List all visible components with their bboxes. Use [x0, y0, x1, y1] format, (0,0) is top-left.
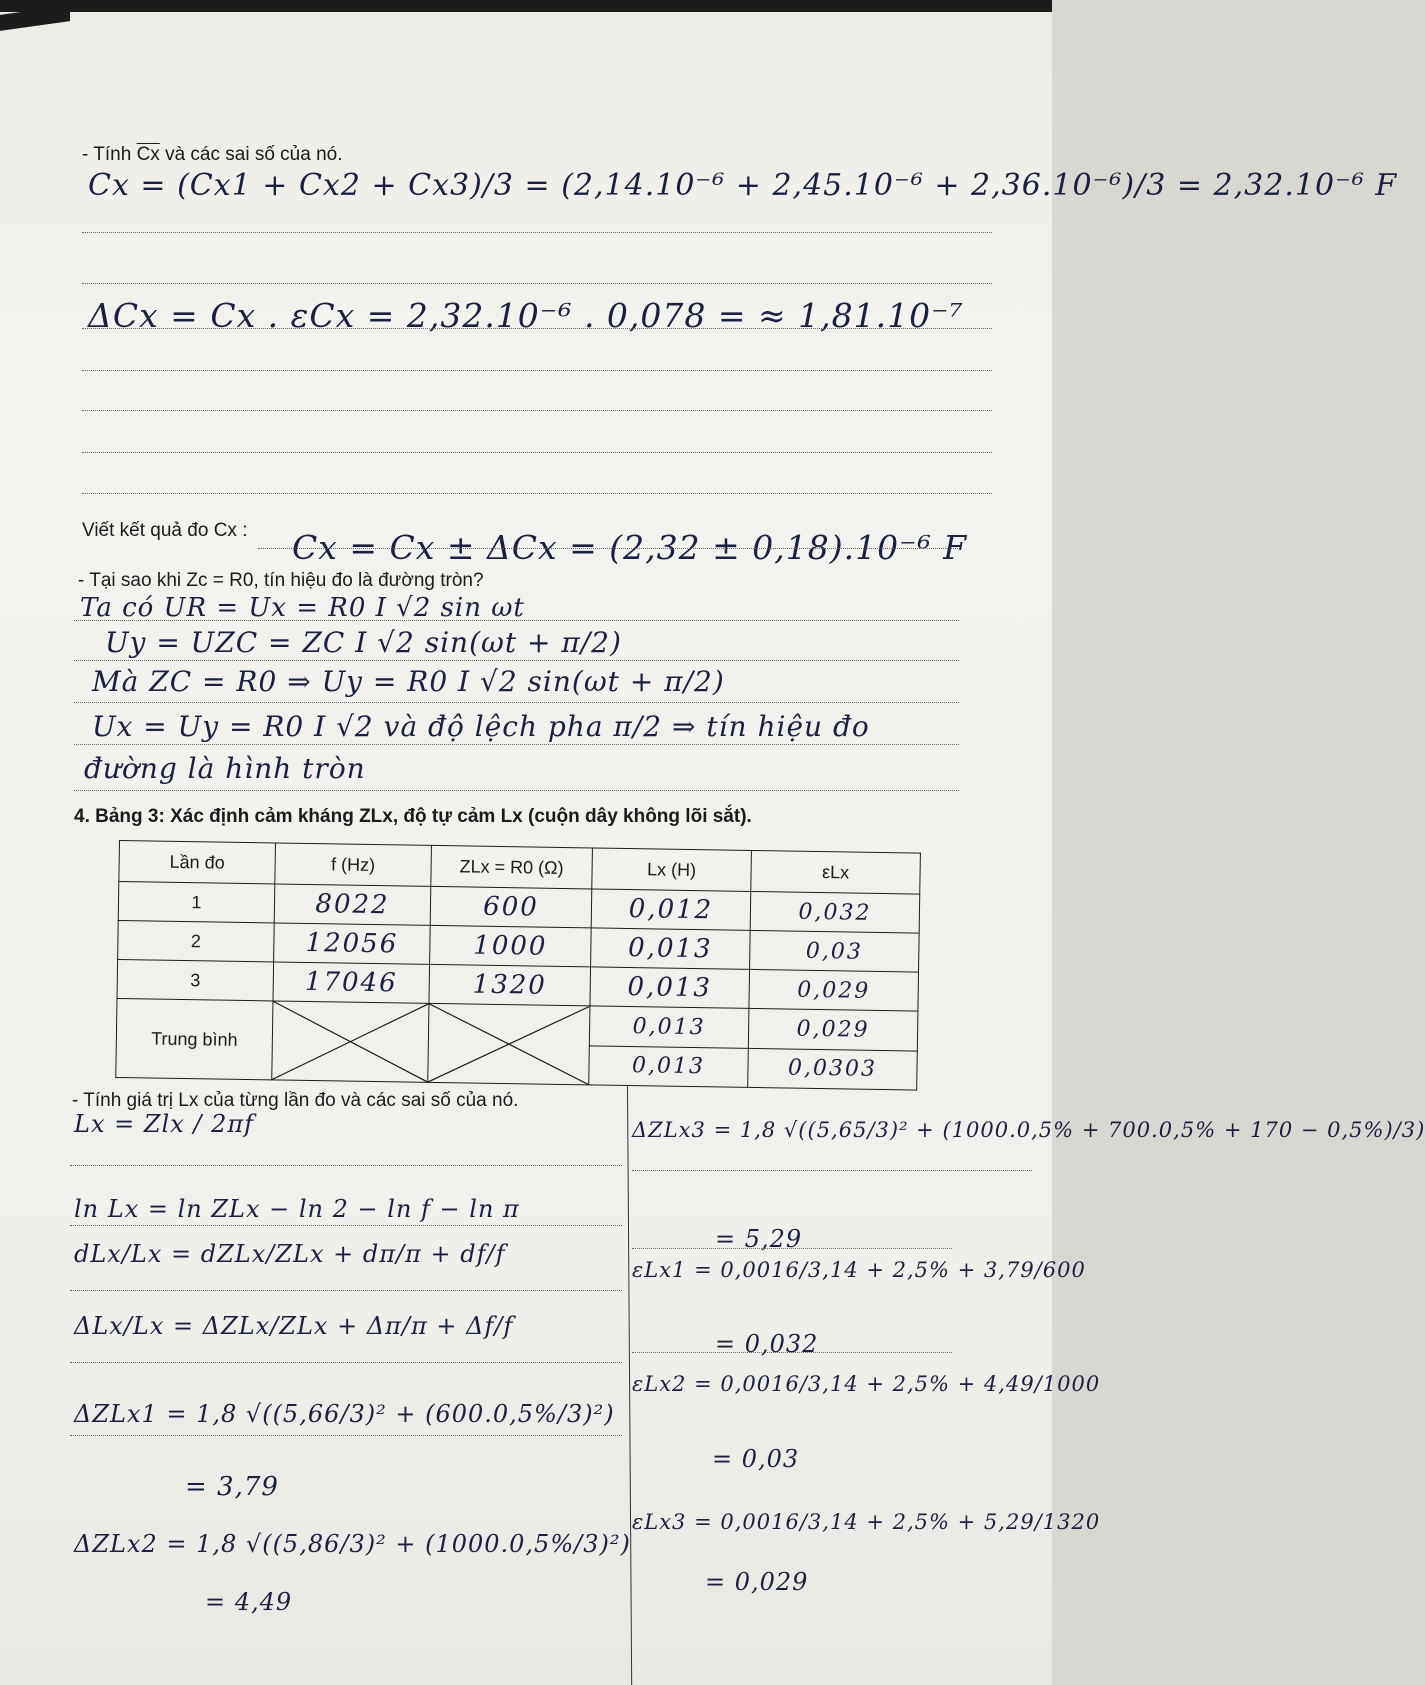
circle-question: - Tại sao khi Zc = R0, tín hiệu đo là đường tròn?: [78, 570, 484, 591]
cell-crossed: [428, 1003, 590, 1085]
lx-right-line-5: εLx2 = 0,0016/3,14 + 2,5% + 4,49/1000: [632, 1372, 1101, 1396]
table-title: 4. Bảng 3: Xác định cảm kháng ZLx, độ tự cảm Lx (cuộn dây không lõi sắt).: [74, 806, 752, 827]
lx-right-line-2: = 5,29: [715, 1225, 803, 1253]
answer-line: [82, 410, 992, 411]
cell-epsilon: 0,029: [749, 969, 919, 1011]
question-answer-line-4: Ux = Uy = R0 I √2 và độ lệch pha π/2 ⇒ tín hiệu đo: [92, 710, 870, 743]
question-answer-line-2: Uy = UZC = ZC I √2 sin(ωt + π/2): [105, 626, 622, 659]
cx-mean-formula: Cx = (Cx1 + Cx2 + Cx3)/3 = (2,14.10⁻⁶ + 2,45.10⁻⁶ + 2,36.10⁻⁶)/3 = 2,32.10⁻⁶ F: [88, 168, 1398, 203]
cx-result-label: Viết kết quả đo Cx :: [82, 520, 248, 541]
answer-line: [632, 1248, 952, 1249]
lx-right-line-6: = 0,03: [712, 1445, 800, 1473]
cell-lx: 0,012: [591, 889, 751, 930]
cell-f: 17046: [273, 962, 430, 1003]
lx-left-line-1: Lx = Zlx / 2πf: [74, 1110, 254, 1138]
cell-epsilon: 0,032: [750, 891, 920, 933]
lx-right-line-1: ΔZLx3 = 1,8 √((5,65/3)² + (1000.0,5% + 700.0,5% + 170 − 0,5%)/3): [632, 1118, 1425, 1142]
cx-result-value: Cx = Cx ± ΔCx = (2,32 ± 0,18).10⁻⁶ F: [292, 528, 968, 567]
answer-line: [82, 232, 992, 233]
lx-right-line-7: εLx3 = 0,0016/3,14 + 2,5% + 5,29/1320: [632, 1510, 1101, 1534]
cell-lx-result: 0,013: [589, 1045, 749, 1087]
answer-line: [74, 744, 959, 745]
header-lx: Lx (H): [592, 848, 752, 891]
answer-line: [74, 790, 959, 791]
cx-absolute-error-formula: ΔCx = Cx . εCx = 2,32.10⁻⁶ . 0,078 = ≈ 1,81.10⁻⁷: [88, 296, 964, 335]
answer-line: [74, 620, 959, 621]
cell-lx-average: 0,013: [589, 1006, 749, 1048]
lx-left-line-2: ln Lx = ln ZLx − ln 2 − ln f − ln π: [74, 1195, 520, 1223]
lx-left-line-3: dLx/Lx = dZLx/ZLx + dπ/π + df/f: [74, 1240, 506, 1268]
lx-section-heading: - Tính giá trị Lx của từng lần đo và các sai số của nó.: [72, 1090, 519, 1111]
lx-left-line-8: = 4,49: [205, 1588, 293, 1616]
scan-edge: [0, 0, 1052, 12]
cell-average-label: Trung bình: [116, 998, 273, 1079]
cell-zlx: 1000: [430, 925, 592, 967]
answer-line: [632, 1170, 1032, 1171]
answer-line: [70, 1225, 622, 1226]
cell-zlx: 600: [430, 886, 592, 928]
cell-epsilon-average: 0,029: [748, 1008, 918, 1050]
answer-line: [70, 1435, 622, 1436]
inductance-table: [115, 840, 921, 1091]
cell-trial: 3: [117, 959, 274, 1000]
cell-trial: 1: [118, 882, 275, 923]
lx-right-line-3: εLx1 = 0,0016/3,14 + 2,5% + 3,79/600: [632, 1258, 1086, 1282]
answer-line: [82, 370, 992, 371]
answer-line: [82, 328, 992, 329]
header-f: f (Hz): [275, 843, 432, 886]
cell-lx: 0,013: [590, 967, 750, 1008]
question-answer-line-5: đường là hình tròn: [84, 752, 366, 785]
lx-right-line-4: = 0,032: [715, 1330, 819, 1358]
answer-line: [82, 283, 992, 284]
answer-line: [632, 1352, 952, 1353]
answer-line: [70, 1165, 622, 1166]
lx-left-line-4: ΔLx/Lx = ΔZLx/ZLx + Δπ/π + Δf/f: [74, 1312, 514, 1340]
cell-trial: 2: [118, 920, 275, 961]
cx-section-heading: - Tính $\overline{Cx}$ và các sai số của nó.: [82, 144, 343, 165]
answer-line: [74, 702, 959, 703]
cell-crossed: [272, 1001, 429, 1082]
answer-line: [82, 493, 992, 494]
lx-left-line-6: = 3,79: [185, 1472, 279, 1502]
answer-line: [74, 660, 959, 661]
answer-line: [70, 1290, 622, 1291]
lx-right-line-8: = 0,029: [705, 1568, 809, 1596]
cell-f: 8022: [274, 884, 431, 925]
lx-left-line-5: ΔZLx1 = 1,8 √((5,66/3)² + (600.0,5%/3)²): [74, 1400, 615, 1428]
question-answer-line-3: Mà ZC = R0 ⇒ Uy = R0 I √2 sin(ωt + π/2): [92, 665, 725, 698]
lx-left-line-7: ΔZLx2 = 1,8 √((5,86/3)² + (1000.0,5%/3)²): [74, 1530, 631, 1558]
cell-f: 12056: [274, 923, 431, 964]
cell-epsilon-result: 0,0303: [748, 1048, 918, 1090]
answer-line: [82, 452, 992, 453]
question-answer-line-1: Ta có UR = Ux = R0 I √2 sin ωt: [80, 593, 525, 623]
header-zlx: ZLx = R0 (Ω): [431, 845, 593, 889]
cell-epsilon: 0,03: [750, 930, 920, 972]
cell-zlx: 1320: [429, 964, 591, 1006]
header-epsilon: εLx: [751, 850, 921, 894]
header-lan-do: Lần đo: [119, 841, 276, 884]
answer-line: [70, 1362, 622, 1363]
cell-lx: 0,013: [591, 928, 751, 969]
answer-line: [258, 548, 958, 549]
